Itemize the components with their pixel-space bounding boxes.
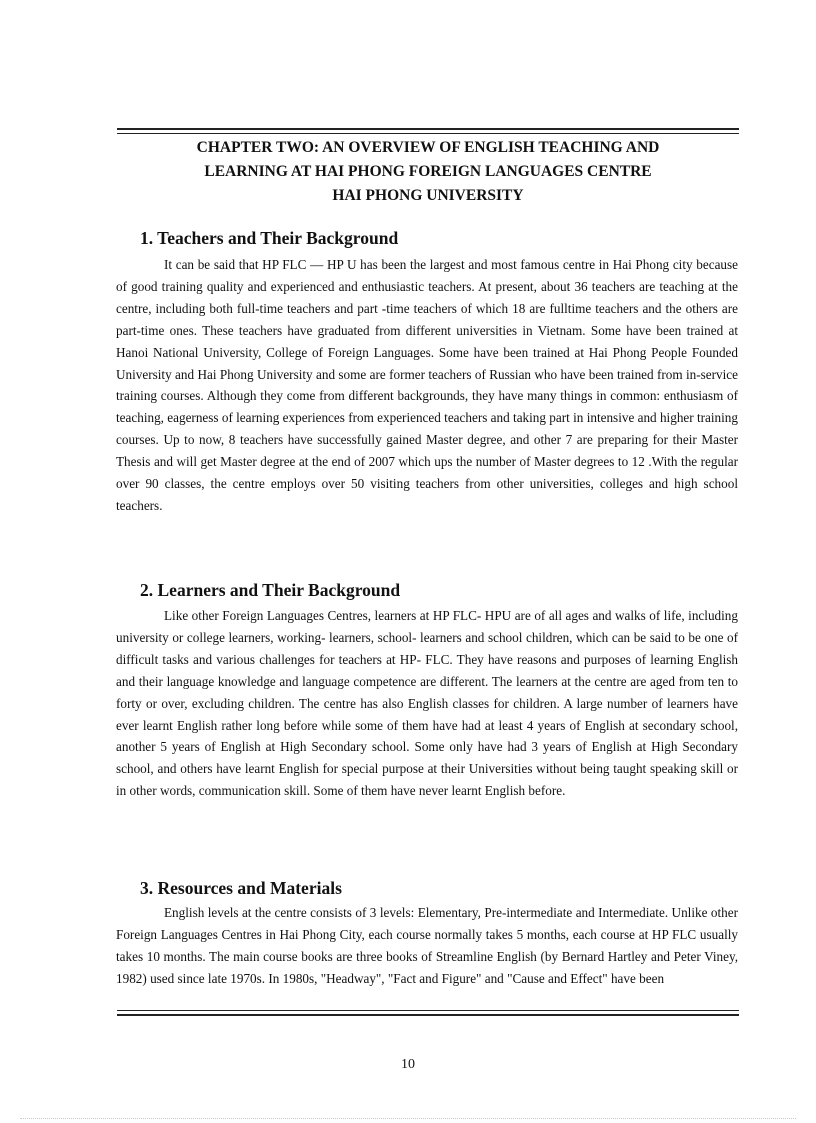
chapter-title-line-2: LEARNING AT HAI PHONG FOREIGN LANGUAGES CENTRE	[204, 163, 652, 180]
chapter-title-line-1: CHAPTER TWO: AN OVERVIEW OF ENGLISH TEACHING AND	[196, 139, 660, 156]
section-paragraph-resources: English levels at the centre consists of 3 levels: Elementary, Pre-intermediate and Intermediate. Unlike other Foreign Languages Centres in Hai Phong City, each course normally takes 5 months, each course at HP FLC usually takes 10 months. The main course books are three books of Streamline English (by Bernard Hartley and Peter Viney, 1982) used since late 1970s. In 1980s, "Headway", "Fact and Figure" and "Cause and Effect" have been	[116, 905, 738, 986]
section-paragraph-learners: Like other Foreign Languages Centres, learners at HP FLC- HPU are of all ages and walks of life, including university or college learners, working- learners, school- learners and school children, which can be said to be one of difficult tasks and various challenges for teachers at HP- FLC. They have reasons and purposes of learning English and their language knowledge and language competence are different. The learners at the centre are aged from ten to forty or over, excluding children. The centre has also English classes for children. A large number of learners have ever learnt English rather long before while some of them have had at least 4 years of English at secondary school, another 5 years of English at High Secondary school. Some only have had 3 years of English at High Secondary school, and others have learnt English for special purpose at their Universities without being taught speaking skill or in other words, communication skill. Some of them have never learnt English before.	[116, 608, 738, 799]
page-edge-divider	[20, 1118, 796, 1119]
section-heading-teachers: 1. Teachers and Their Background	[140, 228, 399, 248]
top-double-rule	[117, 128, 739, 134]
section-heading-learners: 2. Learners and Their Background	[140, 580, 401, 600]
section-heading-resources: 3. Resources and Materials	[140, 878, 342, 898]
bottom-double-rule	[117, 1010, 739, 1016]
chapter-title-line-3: HAI PHONG UNIVERSITY	[332, 187, 524, 204]
section-paragraph-teachers: It can be said that HP FLC — HP U has been the largest and most famous centre in Hai Phong city because of good training quality and experienced and enthusiastic teachers. At present, about 36 teachers are teaching at the centre, including both full-time teachers and part -time teachers of which 18 are fulltime teachers and the others are part-time ones. These teachers have graduated from different universities in Vietnam. Some have been trained at Hanoi National University, College of Foreign Languages. Some have been trained at Hai Phong People Founded University and Hai Phong University and some are former teachers of Russian who have been trained from in-service training courses. Although they come from different backgrounds, they have many things in common: enthusiasm of teaching, eagerness of learning experiences from experienced teachers and taking part in intensive and higher training courses. Up to now, 8 teachers have successfully gained Master degree, and other 7 are preparing for their Master Thesis and will get Master degree at the end of 2007 which ups the number of Master degrees to 12 .With the regular over 90 classes, the centre employs over 50 visiting teachers from other universities, colleges and high school teachers.	[116, 257, 738, 513]
chapter-title	[117, 136, 739, 208]
page-number: 10	[401, 1057, 415, 1072]
